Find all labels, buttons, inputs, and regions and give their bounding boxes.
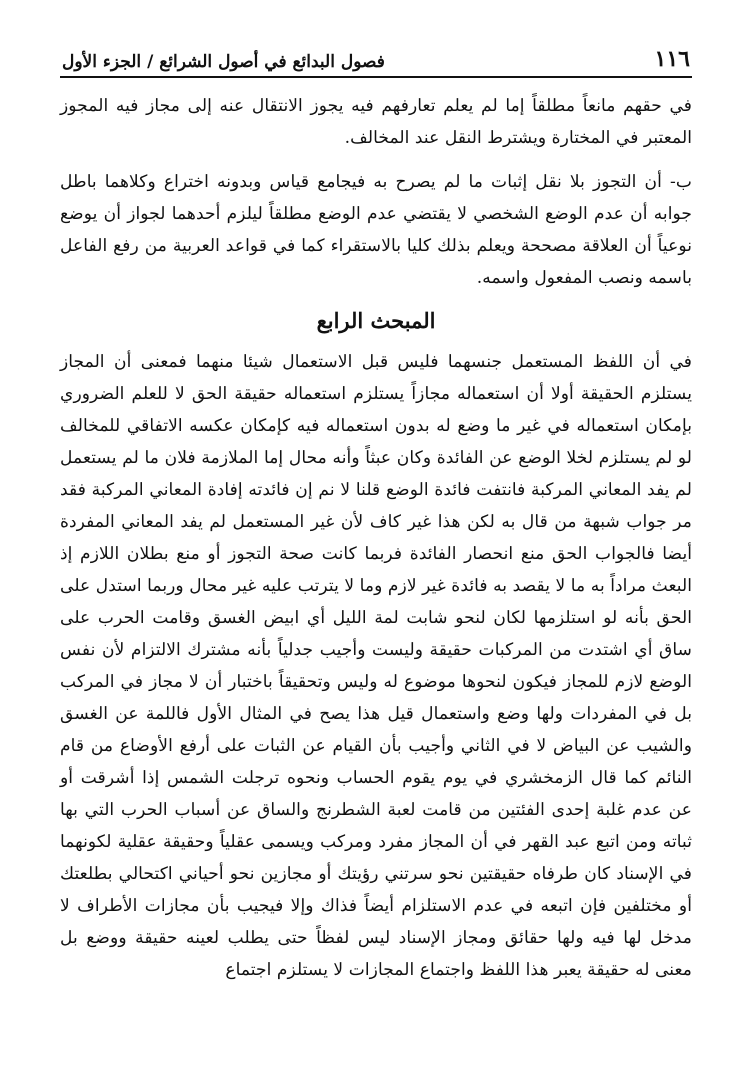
running-header [60, 40, 692, 78]
paragraph-2: ب- أن التجوز بلا نقل إثبات ما لم يصرح به فيجامع قياس وبدونه اختراع وكلاهما باطل جوابه أن عدم الوضع الشخصي لا يقتضي عدم الوضع مطلقاً ليلزم أحدهما لجواز أن يوضع نوعياً أن العلاقة مصححة ويعلم بذلك كليا بالاستقراء كما في قواعد العربية من رفع الفاعل باسمه ونصب المفعول واسمه. [60, 172, 692, 288]
paragraph-1: في حقهم مانعاً مطلقاً إما لم يعلم تعارفهم فيه يجوز الانتقال عنه إلى مجاز فيه المجوز المعتبر في المختارة ويشترط النقل عند المخالف. [60, 96, 692, 148]
section-heading: المبحث الرابع [316, 308, 436, 333]
paragraph-3: في أن اللفظ المستعمل جنسهما فليس قبل الاستعمال شيئا منهما فمعنى أن المجاز يستلزم الحقيقة أولا أن استعماله مجازاً يستلزم استعماله حقيقة الحق لا للعلم الضروري بإمكان استعماله في غير ما وضع له بدون استعماله فيه كإمكان عكسه الاتفاقي للمخالف لو لم يستلزم لخلا الوضع عن الفائدة وكان عبثاً وأنه محال إما الملازمة فلان ما لم يستعمل لم يفد المعاني المركبة فانتفت فائدة الوضع قلنا لا نم إن فائدته إفادة المعاني المركبة فقد مر جواب شبهة من قال به لكن هذا غير كاف لأن غير المستعمل لم يفد المعاني المفردة أيضا فالجواب الحق منع انحصار الفائدة فربما كانت صحة التجوز أو منع بطلان اللازم إذ البعث مراداً به ما لا يقصد به فائدة غير لازم وما لا يترتب عليه غير محال وربما استدل على الحق بأنه لو استلزمها لكان لنحو شابت لمة الليل أي ابيض الغسق وقامت الحرب على ساق أي اشتدت من المركبات حقيقة وليست وأجيب جدلياً بأنه مشترك الالتزام لأن نفس الوضع لازم للمجاز فيكون لنحوها موضوع له وليس وتحقيقاً باختبار أن لا مجاز في المركب بل في المفردات ولها وضع واستعمال قيل هذا يصح في المثال الأول فاللمة عن الغسق والشيب عن البياض لا في الثاني وأجيب بأن القيام عن الثبات على أرفع الأوضاع من قام النائم كما قال الزمخشري في يوم يقوم الحساب ونحوه ترجلت الشمس إذا أشرقت أو عن عدم غلبة إحدى الفئتين من قامت لعبة الشطرنج والساق عن أسباب الحرب التي بها ثباته ومن اتبع عبد القهر في أن المجاز مفرد ومركب ويسمى عقلياً وحقيقة عقلية لكونهما في الإسناد كان طرفاه حقيقتين نحو سرتني رؤيتك أو مجازين نحو أحياني اكتحالي بطلعتك أو مختلفين فإن اتبعه في عدم الاستلزام أيضاً فذاك وإلا فيجيب بأن مجازات الأطراف لا مدخل لها فيه ولها حقائق ومجاز الإسناد ليس لفظاً حتى يطلب لعينه حقيقة ووضع بل معنى له حقيقة يعبر هذا اللفظ واجتماع المجازات لا يستلزم اجتماع [60, 352, 692, 980]
page-number: ١١٦ [654, 46, 690, 72]
book-page [60, 40, 692, 986]
book-title: فصول البدائع في أصول الشرائع / الجزء الأول [62, 52, 385, 72]
